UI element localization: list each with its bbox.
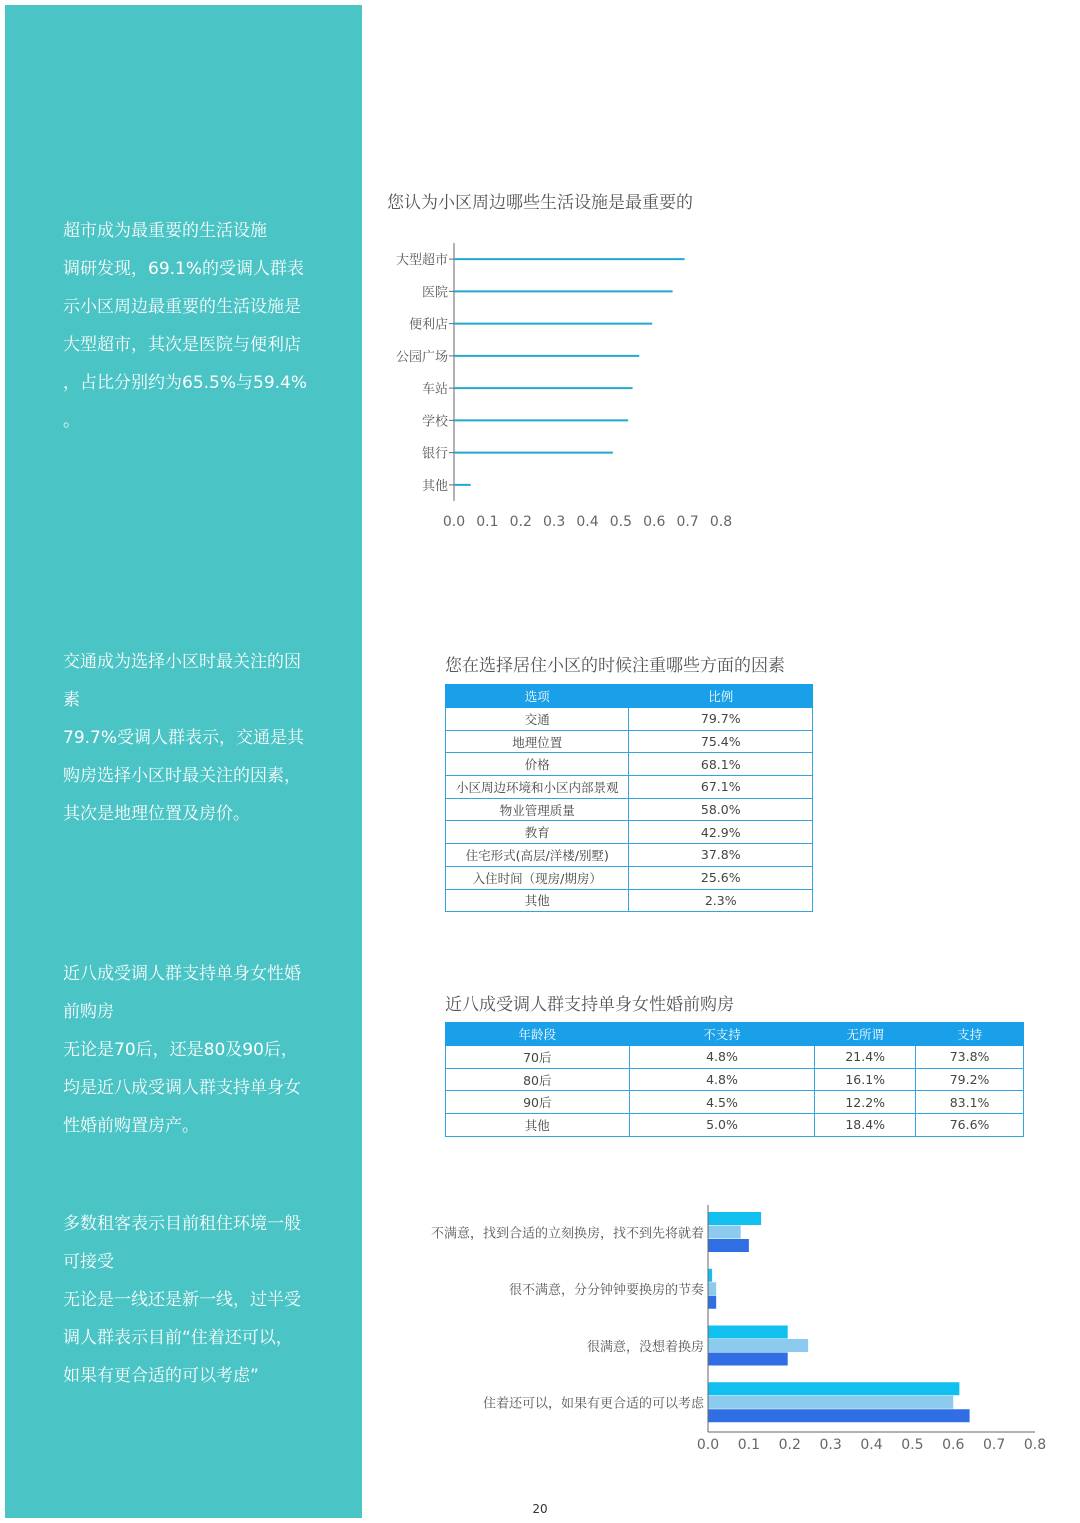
category-label: 很满意，没想着换房: [586, 1339, 704, 1355]
category-label: 医院: [421, 285, 448, 301]
table-cell: 37.8%: [629, 844, 813, 867]
section-line: 如果有更合适的可以考虑”: [63, 1366, 259, 1386]
table-cell: 90后: [446, 1091, 630, 1114]
table-cell: 地理位置: [446, 730, 629, 753]
bar-series3: [708, 1239, 749, 1252]
x-tick-label: 0.3: [542, 514, 566, 530]
section-line: 调人群表示目前“住着还可以，: [63, 1328, 293, 1348]
bar-series3: [708, 1353, 788, 1366]
chart-title-support: 近八成受调人群支持单身女性婚前购房: [445, 995, 734, 1015]
section-line: 均是近八成受调人群支持单身女: [63, 1078, 301, 1098]
bar-series2: [708, 1339, 808, 1352]
table-row: [446, 1091, 1024, 1114]
table-cell: 25.6%: [629, 866, 813, 889]
column-header: 无所谓: [815, 1023, 916, 1046]
section-line: ，占比分别约为65.5%与59.4%: [63, 373, 308, 393]
x-tick-label: 0.5: [901, 1437, 924, 1453]
table-cell: 42.9%: [629, 821, 813, 844]
x-tick-label: 0.8: [1023, 1437, 1047, 1453]
page-number: 20: [532, 1502, 548, 1516]
section-line: 大型超市，其次是医院与便利店: [63, 335, 301, 355]
table-cell: 76.6%: [916, 1114, 1024, 1137]
section-line: 示小区周边最重要的生活设施是: [63, 297, 301, 317]
table-cell: 住宅形式(高层/洋楼/别墅): [446, 844, 629, 867]
sidebar-section-2: [63, 643, 333, 833]
table-cell: 75.4%: [629, 730, 813, 753]
table-row: [446, 730, 813, 753]
table-cell: 2.3%: [629, 889, 813, 912]
column-header: 年龄段: [446, 1023, 630, 1046]
x-tick-label: 0.4: [860, 1437, 883, 1453]
sidebar-section-1: [63, 212, 333, 440]
section-title: 近八成受调人群支持单身女性婚: [63, 964, 301, 984]
column-header: 选项: [446, 685, 629, 708]
table-cell: 80后: [446, 1068, 630, 1091]
table-cell: 67.1%: [629, 776, 813, 799]
facilities-bar-chart: [380, 235, 760, 535]
table-cell: 4.8%: [629, 1068, 815, 1091]
table-cell: 其他: [446, 1114, 630, 1137]
table-row: [446, 889, 813, 912]
section-line: 前购房: [63, 1002, 114, 1022]
table-row: [446, 776, 813, 799]
table-cell: 物业管理质量: [446, 798, 629, 821]
category-label: 大型超市: [395, 253, 448, 269]
category-label: 很不满意，分分钟钟要换房的节奏: [508, 1283, 704, 1298]
table-cell: 5.0%: [629, 1114, 815, 1137]
x-tick-label: 0.2: [509, 514, 532, 530]
x-tick-label: 0.2: [778, 1437, 801, 1453]
bar-series1: [708, 1269, 712, 1282]
section-line: 调研发现，69.1%的受调人群表: [63, 259, 305, 279]
table-cell: 教育: [446, 821, 629, 844]
x-tick-label: 0.8: [709, 514, 733, 530]
table-cell: 83.1%: [916, 1091, 1024, 1114]
table-row: [446, 866, 813, 889]
chart-title-factors: 您在选择居住小区的时候注重哪些方面的因素: [445, 656, 785, 676]
support-table: [445, 1022, 1024, 1137]
table-cell: 16.1%: [815, 1068, 916, 1091]
x-tick-label: 0.3: [819, 1437, 842, 1453]
category-label: 车站: [421, 382, 448, 398]
x-tick-label: 0.4: [576, 514, 599, 530]
table-cell: 73.8%: [916, 1046, 1024, 1069]
section-title: 交通成为选择小区时最关注的因: [63, 652, 301, 672]
table-row: [446, 821, 813, 844]
sidebar-section-4: [63, 1205, 333, 1395]
table-cell: 12.2%: [815, 1091, 916, 1114]
table-row: [446, 844, 813, 867]
section-line: 可接受: [63, 1252, 114, 1272]
column-header: 比例: [629, 685, 813, 708]
section-line: 购房选择小区时最关注的因素，: [63, 766, 301, 786]
bar-series1: [708, 1212, 761, 1225]
bar-series3: [708, 1409, 970, 1422]
table-row: [446, 798, 813, 821]
table-cell: 79.2%: [916, 1068, 1024, 1091]
category-label: 住着还可以，如果有更合适的可以考虑: [482, 1396, 704, 1412]
x-tick-label: 0.0: [442, 514, 466, 530]
bar-series1: [708, 1382, 959, 1395]
category-label: 学校: [421, 414, 448, 430]
section-line: 79.7%受调人群表示，交通是其: [63, 728, 305, 748]
x-tick-label: 0.1: [737, 1437, 761, 1453]
bar-series2: [708, 1282, 716, 1295]
table-cell: 18.4%: [815, 1114, 916, 1137]
category-label: 银行: [421, 446, 448, 462]
table-row: [446, 1046, 1024, 1069]
category-label: 其他: [421, 478, 448, 494]
section-line: 素: [63, 690, 80, 710]
table-cell: 70后: [446, 1046, 630, 1069]
table-cell: 交通: [446, 708, 629, 731]
table-cell: 68.1%: [629, 753, 813, 776]
table-row: [446, 708, 813, 731]
table-row: [446, 1068, 1024, 1091]
table-cell: 其他: [446, 889, 629, 912]
x-tick-label: 0.6: [643, 514, 666, 530]
category-label: 便利店: [408, 317, 448, 333]
column-header: 不支持: [629, 1023, 815, 1046]
section-title: 多数租客表示目前租住环境一般: [63, 1214, 301, 1234]
category-label: 不满意，找到合适的立刻换房，找不到先将就着: [430, 1226, 704, 1242]
table-cell: 21.4%: [815, 1046, 916, 1069]
column-header: 支持: [916, 1023, 1024, 1046]
bar-series1: [708, 1326, 788, 1339]
table-cell: 小区周边环境和小区内部景观: [446, 776, 629, 799]
table-cell: 价格: [446, 753, 629, 776]
section-line: 。: [63, 411, 80, 431]
section-line: 性婚前购置房产。: [63, 1116, 199, 1136]
section-line: 无论是70后，还是80及90后，: [63, 1040, 298, 1060]
table-cell: 入住时间（现房/期房）: [446, 866, 629, 889]
x-tick-label: 0.7: [982, 1437, 1006, 1453]
table-row: [446, 1114, 1024, 1137]
table-cell: 79.7%: [629, 708, 813, 731]
table-cell: 4.8%: [629, 1046, 815, 1069]
table-cell: 58.0%: [629, 798, 813, 821]
section-line: 其次是地理位置及房价。: [63, 804, 250, 824]
bar-series3: [708, 1296, 716, 1309]
rental-satisfaction-bar-chart: [380, 1195, 1070, 1460]
sidebar-section-3: [63, 955, 333, 1145]
x-tick-label: 0.1: [476, 514, 499, 530]
x-tick-label: 0.7: [676, 514, 699, 530]
chart-title-facilities: 您认为小区周边哪些生活设施是最重要的: [387, 193, 693, 213]
x-tick-label: 0.6: [942, 1437, 965, 1453]
section-line: 无论是一线还是新一线，过半受: [63, 1290, 301, 1310]
factors-table: [445, 684, 813, 912]
section-title: 超市成为最重要的生活设施: [63, 221, 267, 241]
bar-series2: [708, 1396, 953, 1409]
table-cell: 4.5%: [629, 1091, 815, 1114]
bar-series2: [708, 1226, 741, 1239]
table-row: [446, 753, 813, 776]
category-label: 公园广场: [395, 349, 448, 365]
x-tick-label: 0.0: [696, 1437, 720, 1453]
x-tick-label: 0.5: [609, 514, 633, 530]
